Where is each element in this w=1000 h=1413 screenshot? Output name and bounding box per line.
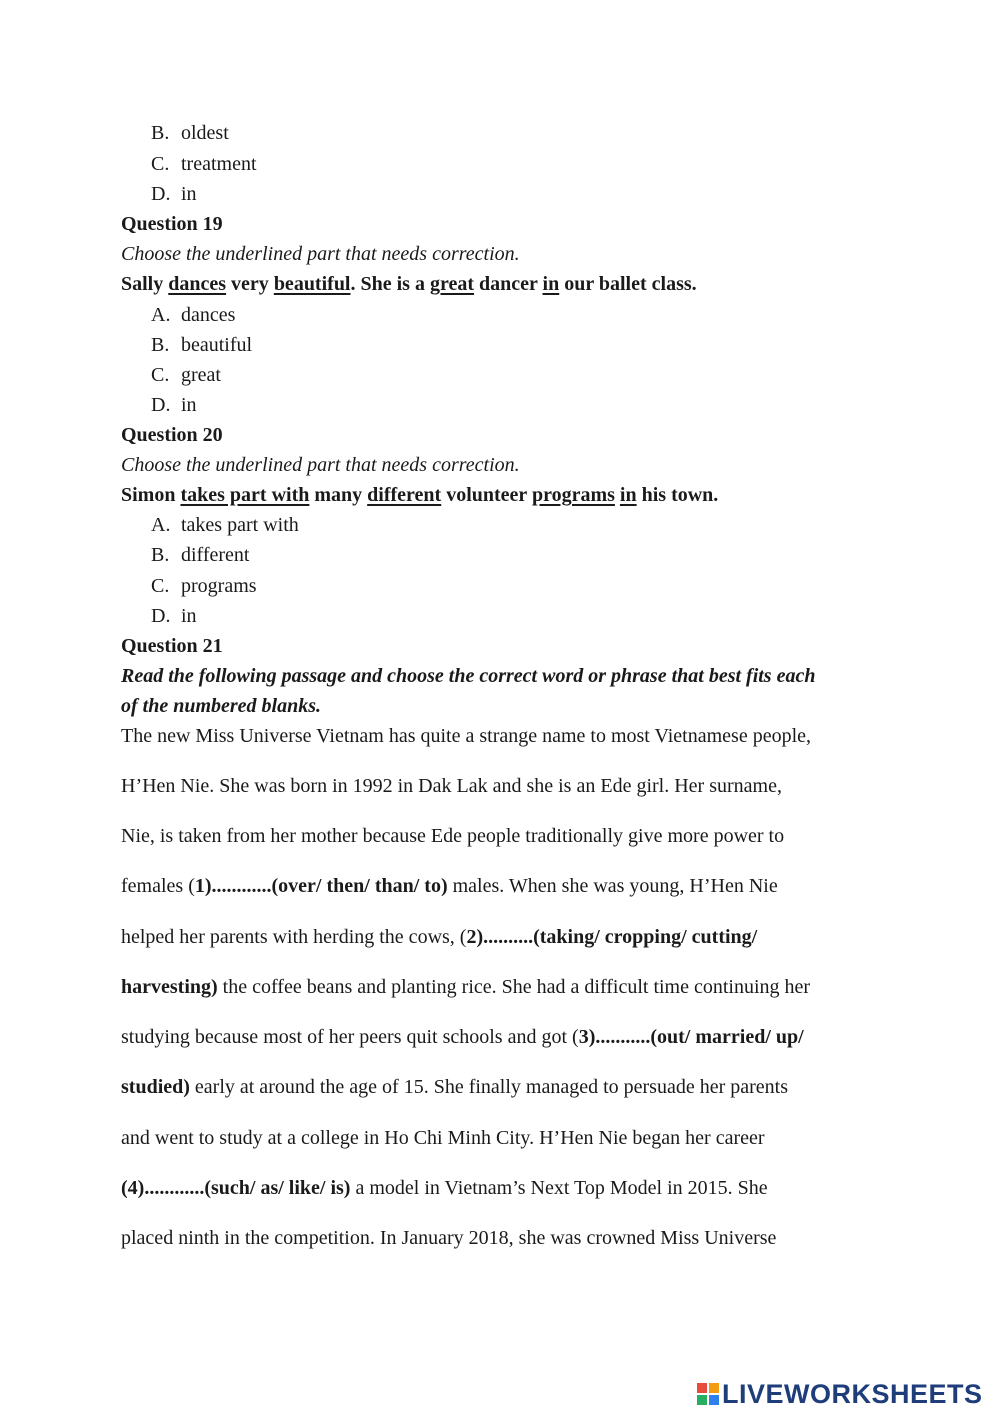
blank-4[interactable]: 4)............(such/ as/ like/ is): [127, 1177, 351, 1199]
liveworksheets-brand: [697, 1378, 983, 1410]
q20-underlined-c: programs: [531, 484, 615, 506]
q21-title: Question 21: [121, 635, 223, 657]
passage-line-9: and went to study at a college in Ho Chi Minh City. H’Hen Nie began her career: [121, 1127, 765, 1149]
q20-underlined-d: in: [619, 484, 637, 506]
q20-option-a[interactable]: A. takes part with: [151, 514, 299, 536]
brand-name: LIVEWORKSHEETS: [722, 1378, 983, 1409]
q19-option-b[interactable]: B. beautiful: [151, 334, 253, 356]
q20-underlined-b: different: [367, 484, 442, 506]
passage-line-6: harvesting) the coffee beans and planting rice. She had a difficult time continuing her: [121, 976, 811, 998]
passage-line-1: The new Miss Universe Vietnam has quite a strange name to most Vietnamese people,: [121, 725, 812, 747]
passage-line-5: helped her parents with herding the cows, (2)..........(taking/ cropping/ cutting/: [121, 926, 758, 948]
passage-line-3: Nie, is taken from her mother because Ede people traditionally give more power to: [121, 825, 785, 847]
q19-option-d[interactable]: D. in: [151, 394, 197, 416]
passage-line-11: placed ninth in the competition. In January 2018, she was crowned Miss Universe: [121, 1227, 777, 1249]
q20-title: Question 20: [121, 424, 223, 446]
passage-line-7: studying because most of her peers quit schools and got (3)...........(out/ married/ up/: [121, 1026, 804, 1048]
passage-line-10: (4)............(such/ as/ like/ is) a model in Vietnam’s Next Top Model in 2015. She: [121, 1177, 768, 1199]
q20-option-c[interactable]: C. programs: [151, 575, 257, 597]
prev-option-b: B. oldest: [151, 122, 229, 144]
passage-line-2: H’Hen Nie. She was born in 1992 in Dak Lak and she is an Ede girl. Her surname,: [121, 775, 782, 797]
q19-underlined-b: beautiful: [273, 273, 351, 295]
q20-option-b[interactable]: B. different: [151, 544, 250, 566]
q19-underlined-c: great: [429, 273, 475, 295]
q19-underlined-d: in: [542, 273, 560, 295]
q19-sentence: Sally dances very beautiful. She is a great dancer in our ballet class.: [121, 273, 697, 295]
q20-sentence: Simon takes part with many different volunteer programs in his town.: [121, 484, 719, 506]
passage-line-8: studied) early at around the age of 15. She finally managed to persuade her parents: [121, 1076, 789, 1098]
q20-instruction: Choose the underlined part that needs correction.: [121, 454, 520, 476]
blank-2[interactable]: 2)..........(taking/ cropping/ cutting/: [466, 926, 758, 948]
q19-instruction: Choose the underlined part that needs correction.: [121, 243, 520, 265]
q20-option-d[interactable]: D. in: [151, 605, 197, 627]
liveworksheets-logo-icon: [697, 1383, 719, 1405]
q19-title: Question 19: [121, 213, 223, 235]
prev-option-c: C. treatment: [151, 153, 257, 175]
blank-3[interactable]: 3)...........(out/ married/ up/: [578, 1026, 804, 1048]
q21-instruction-line-2: of the numbered blanks.: [121, 695, 322, 717]
q19-option-c[interactable]: C. great: [151, 364, 221, 386]
q19-underlined-a: dances: [168, 273, 227, 295]
blank-2-continued[interactable]: harvesting): [121, 976, 218, 998]
q20-underlined-a: takes part with: [180, 484, 310, 506]
blank-3-continued[interactable]: studied): [121, 1076, 190, 1098]
blank-1[interactable]: 1)............(over/ then/ than/ to): [194, 875, 448, 897]
q21-instruction-line-1: Read the following passage and choose the correct word or phrase that best fits each: [121, 665, 816, 687]
q19-option-a[interactable]: A. dances: [151, 304, 236, 326]
prev-option-d: D. in: [151, 183, 197, 205]
passage-line-4: females (1)............(over/ then/ than/ to) males. When she was young, H’Hen Nie: [121, 875, 778, 897]
